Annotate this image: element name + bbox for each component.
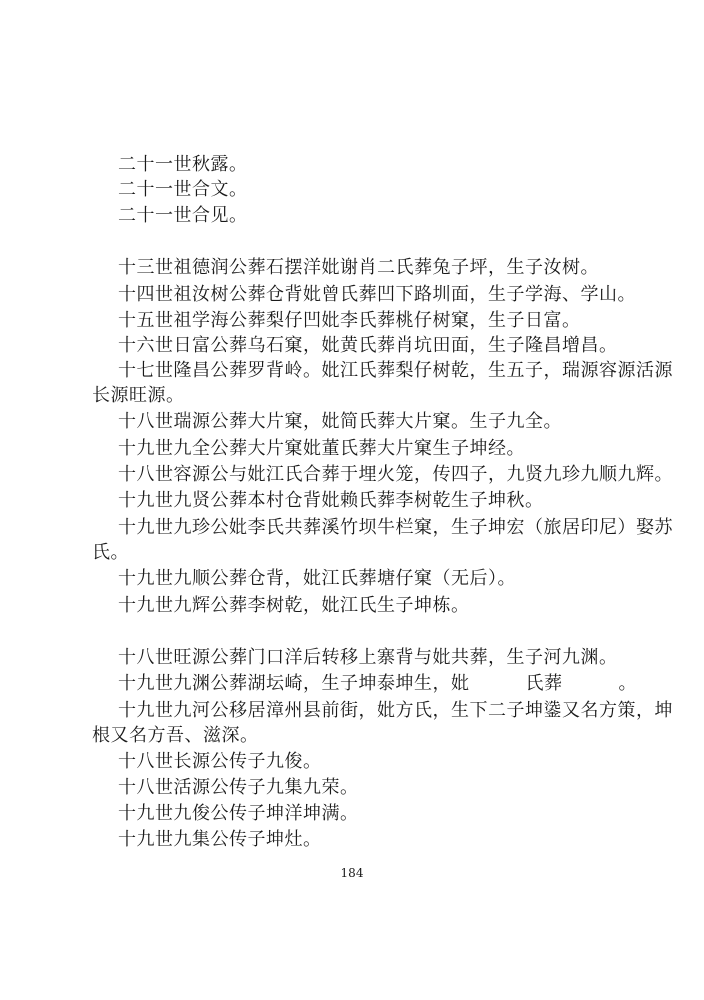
- text-line: 十八世活源公传子九集九荣。: [118, 777, 359, 798]
- text-line-continuation: 根又名方吾、滋深。: [92, 725, 259, 746]
- text-line: 十九世九珍公妣李氏共葬溪竹坝牛栏窠，生子坤宏（旅居印尼）娶苏: [118, 517, 673, 538]
- text-segment: 。: [618, 673, 637, 694]
- text-line: 十九世九俊公传子坤洋坤满。: [118, 803, 359, 824]
- text-line: 十八世容源公与妣江氏合葬于埋火笼，传四子，九贤九珍九顺九辉。: [118, 464, 673, 485]
- text-segment: 氏葬: [525, 673, 563, 694]
- text-line: 十八世旺源公葬门口洋后转移上寨背与妣共葬，生子河九渊。: [118, 647, 618, 668]
- text-line: 十九世九顺公葬仓背，妣江氏葬塘仔窠（无后）。: [118, 568, 516, 589]
- text-line: 二十一世合见。: [118, 205, 248, 226]
- text-line: 十八世瑞源公葬大片窠，妣简氏葬大片窠。生子九全。: [118, 411, 562, 432]
- text-line: 二十一世秋露。: [118, 154, 248, 175]
- text-line: 十六世日富公葬乌石窠，妣黄氏葬肖坑田面，生子隆昌增昌。: [118, 335, 618, 356]
- text-line: 十三世祖德润公葬石摆洋妣谢肖二氏葬兔子坪，生子汝树。: [118, 257, 599, 278]
- text-line: 十九世九集公传子坤灶。: [118, 829, 322, 850]
- text-line: 二十一世合文。: [118, 179, 248, 200]
- text-line: 十八世长源公传子九俊。: [118, 751, 322, 772]
- text-line: [118, 672, 637, 696]
- text-segment: 十九世九渊公葬湖坛崎，生子坤泰坤生，妣: [118, 673, 470, 694]
- text-line: 十五世祖学海公葬梨仔凹妣李氏葬桃仔树窠，生子日富。: [118, 310, 581, 331]
- text-line: 十四世祖汝树公葬仓背妣曾氏葬凹下路圳面，生子学海、学山。: [118, 284, 636, 305]
- text-line: 十九世九贤公葬本村仓背妣赖氏葬李树乾生子坤秋。: [118, 490, 544, 511]
- text-line-continuation: 氏。: [92, 542, 129, 563]
- page-number: 184: [340, 866, 364, 880]
- text-line: 十七世隆昌公葬罗背岭。妣江氏葬梨仔树乾，生五子，瑞源容源活源: [118, 360, 673, 381]
- text-line: 十九世九全公葬大片窠妣董氏葬大片窠生子坤经。: [118, 438, 525, 459]
- text-line: 十九世九河公移居漳州县前街，妣方氏，生下二子坤鍌又名方策，坤: [118, 700, 673, 721]
- text-line-continuation: 长源旺源。: [92, 385, 185, 406]
- text-line: 十九世九辉公葬李树乾，妣江氏生子坤栋。: [118, 595, 470, 616]
